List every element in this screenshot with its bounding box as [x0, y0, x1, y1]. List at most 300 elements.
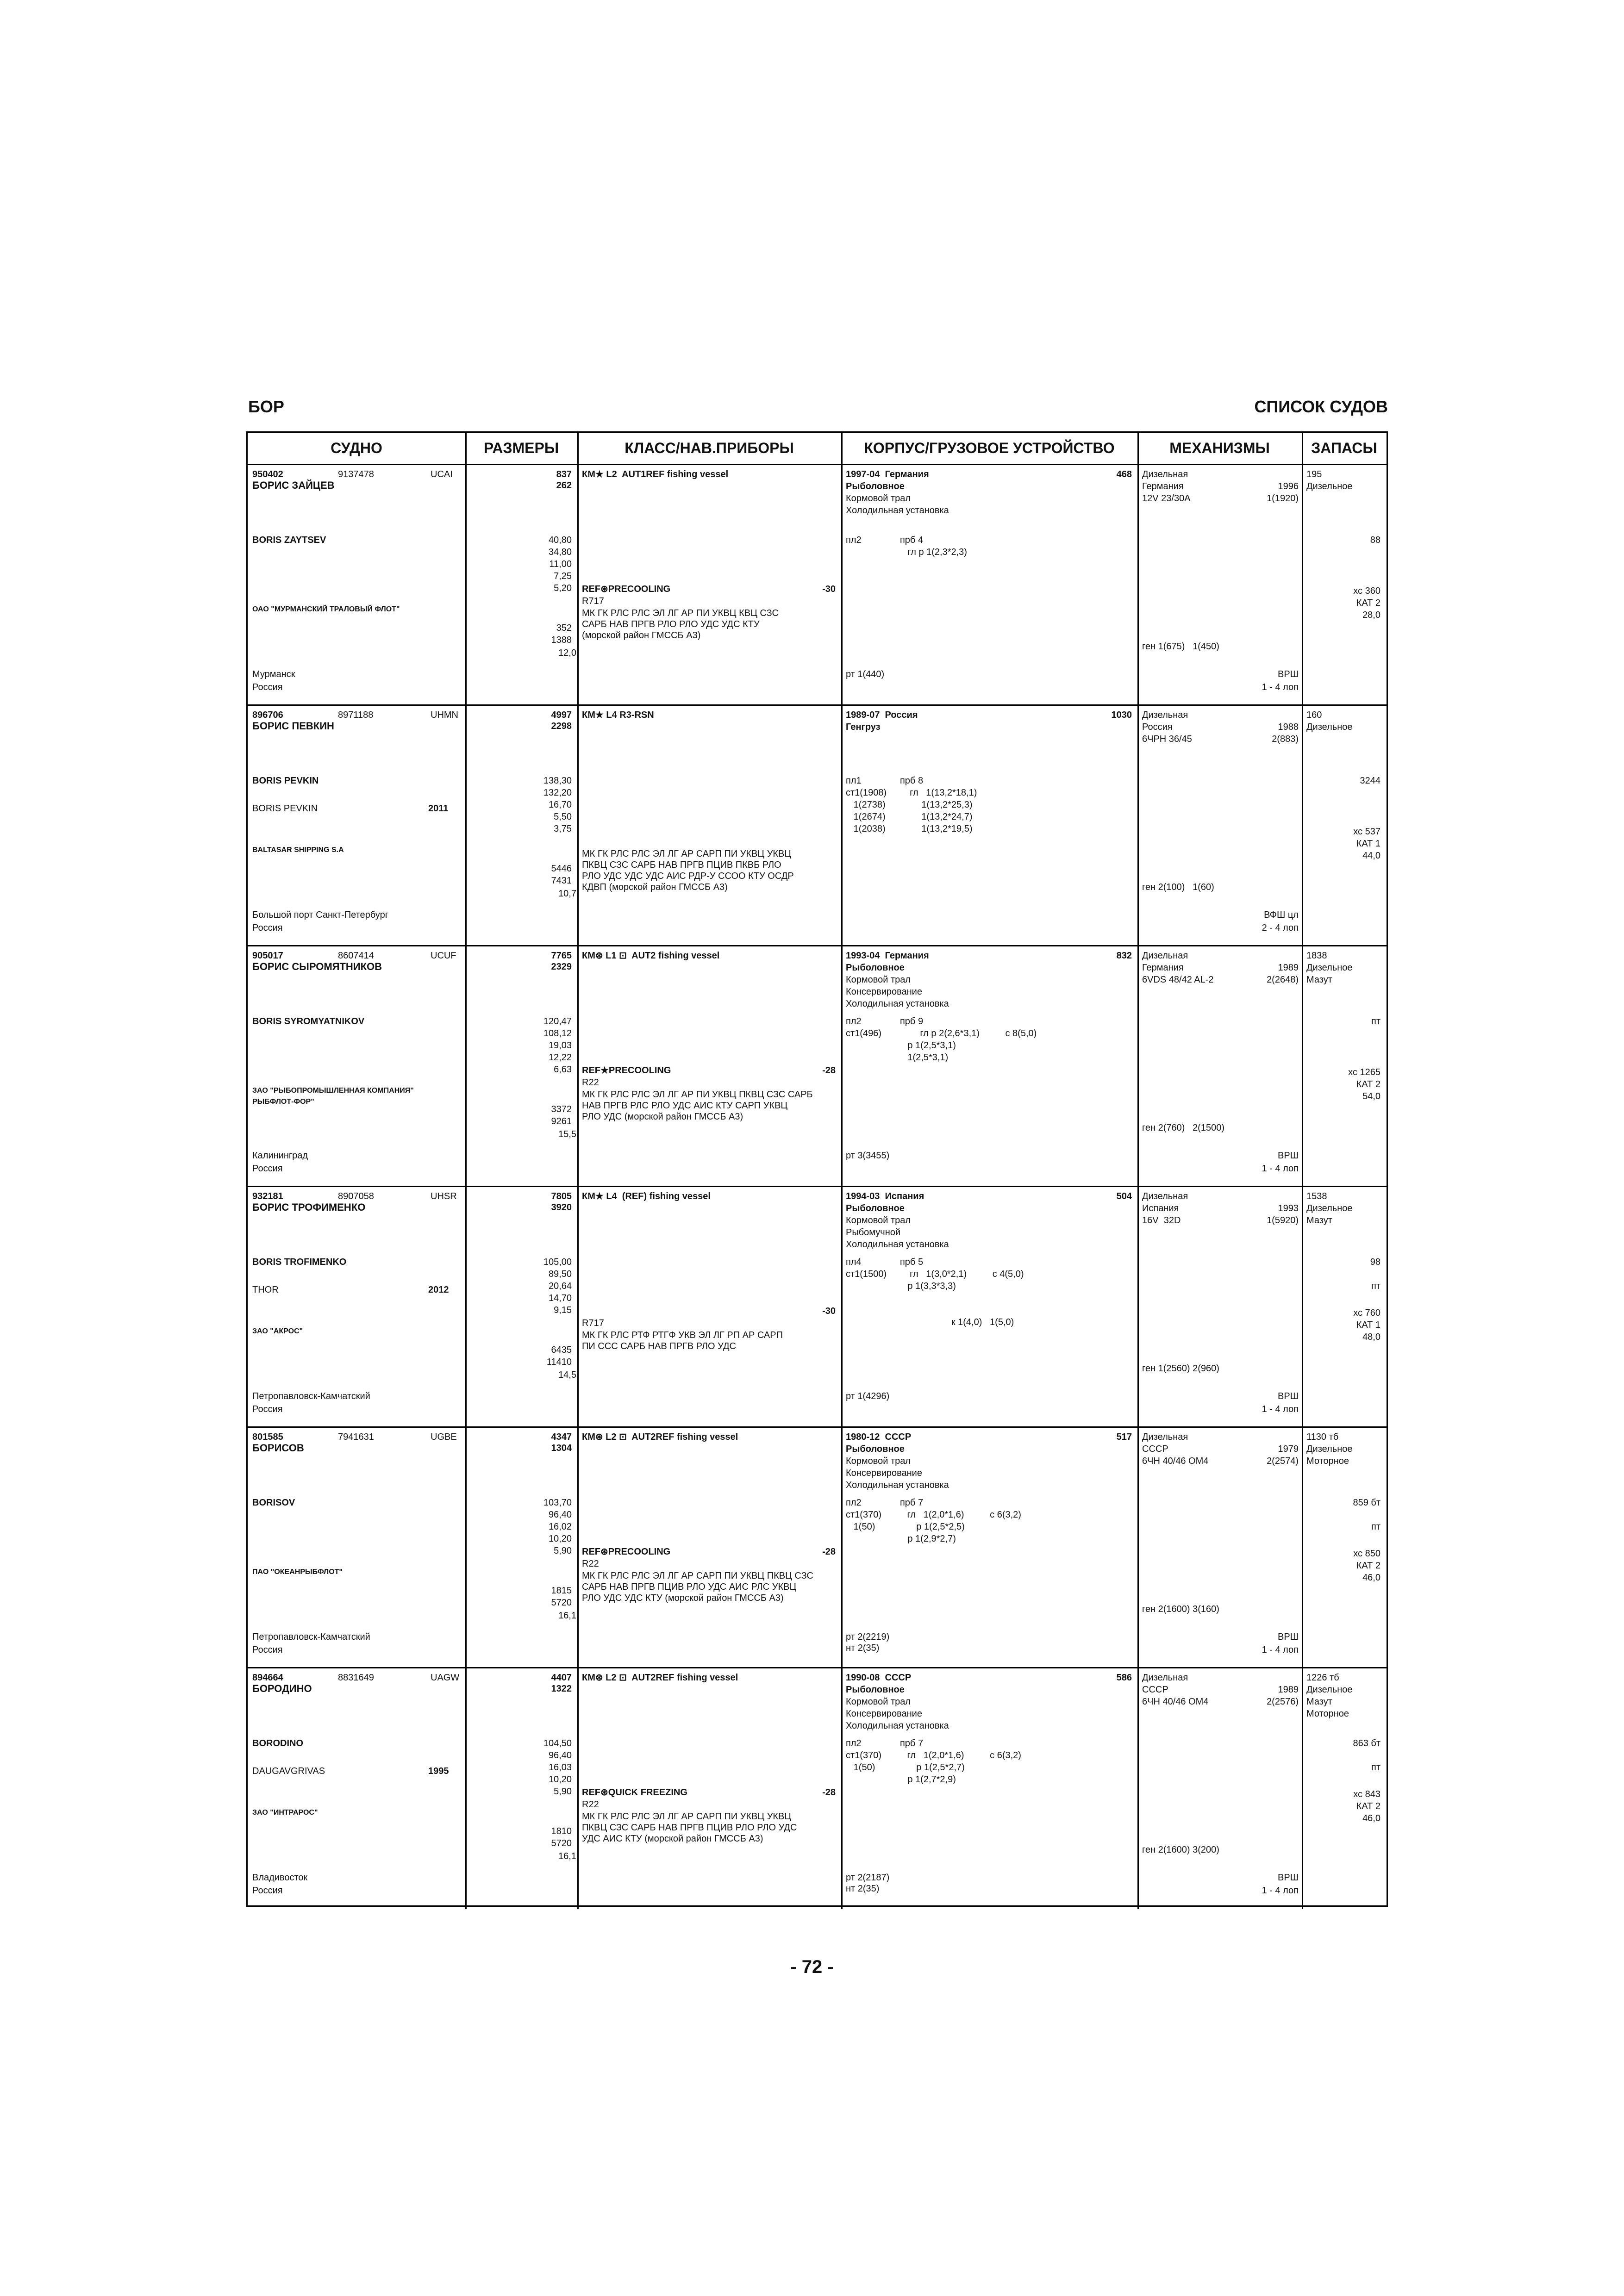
vessel-record — [248, 1187, 1387, 1428]
vessel-record — [248, 465, 1387, 706]
generator: ген 2(1600) 3(160) — [1142, 1604, 1219, 1614]
vessel-port: Мурманск — [252, 669, 295, 679]
column-header-class: КЛАСС/НАВ.ПРИБОРЫ — [577, 433, 841, 465]
build-info: 1989-07 Россия — [846, 710, 918, 720]
vessel-type-line: Рыболовное — [846, 1203, 905, 1213]
dimension-value: 120,47 — [543, 1016, 572, 1027]
stores-line: 1130 тб — [1306, 1432, 1339, 1442]
cargo-hold-line: ст1(1500) гл 1(3,0*2,1) с 4(5,0) — [846, 1269, 1024, 1279]
build-number: 586 — [1116, 1673, 1132, 1683]
speed-value: 12,0 — [558, 648, 576, 658]
dimension-value: 5,20 — [554, 583, 572, 593]
engine-type: Дизельная — [1142, 1191, 1188, 1201]
vessel-country: Россия — [252, 682, 283, 692]
vessel-imo: 8907058 — [338, 1191, 374, 1201]
cargo-hold-line: пл2 прб 7 — [846, 1738, 924, 1748]
refrigeration-temp: -28 — [822, 1547, 836, 1557]
cargo-hold-line: ст1(370) гл 1(2,0*1,6) с 6(3,2) — [846, 1510, 1021, 1520]
vessel-name-ru: БОРИС ТРОФИМЕНКО — [252, 1201, 366, 1213]
cargo-hold-line: пл2 прб 4 — [846, 535, 924, 545]
column-header-hull: КОРПУС/ГРУЗОВОЕ УСТРОЙСТВО — [841, 433, 1137, 465]
build-info: 1980-12 СССР — [846, 1432, 912, 1442]
dimension-value: 105,00 — [543, 1257, 572, 1267]
engine-model: 6ЧН 40/46 ОМ4 — [1142, 1456, 1209, 1466]
vessel-name-en: BORIS ZAYTSEV — [252, 535, 326, 545]
dimension-value: 20,64 — [548, 1281, 572, 1291]
refrigerant: R22 — [582, 1799, 599, 1810]
dimension-value: 96,40 — [548, 1750, 572, 1761]
dimension-value: 132,20 — [543, 788, 572, 798]
build-number: 504 — [1116, 1191, 1132, 1201]
vessel-owner: ЗАО "РЫБОПРОМЫШЛЕННАЯ КОМПАНИЯ" РЫБФЛОТ-ФОР" — [252, 1087, 414, 1106]
stores-mid-line: пт — [1371, 1762, 1380, 1773]
vessel-type-line: Холодильная установка — [846, 1721, 949, 1731]
engine-power: 2(2648) — [1267, 975, 1299, 985]
navigation-equipment: МК ГК РЛС РТФ РТГФ УКВ ЭЛ ЛГ РП АР САРП ПИ ССС САРБ НАВ ПРГВ РЛО УДС — [582, 1330, 783, 1351]
cargo-hold-line: 1(2674) 1(13,2*24,7) — [846, 812, 973, 822]
gross-tonnage: 7765 — [551, 951, 572, 961]
refrigerant: R717 — [582, 1318, 604, 1328]
refrigeration-temp: -28 — [822, 1787, 836, 1798]
deadweight-value: 352 — [556, 623, 572, 633]
vessel-imo: 8971188 — [338, 710, 374, 720]
vessel-type-line: Рыболовное — [846, 1444, 905, 1454]
speed-value: 15,5 — [558, 1129, 576, 1139]
build-info: 1990-08 СССР — [846, 1673, 912, 1683]
refrigerant: R22 — [582, 1077, 599, 1088]
build-info: 1994-03 Испания — [846, 1191, 924, 1201]
deadweight-value: 1810 — [551, 1826, 572, 1836]
vessel-id: 905017 — [252, 951, 283, 961]
build-info: 1993-04 Германия — [846, 951, 929, 961]
net-tonnage: 1304 — [551, 1443, 572, 1453]
vessel-port: Петропавловск-Камчатский — [252, 1391, 370, 1401]
generator: ген 1(2560) 2(960) — [1142, 1363, 1219, 1374]
refrigeration-temp: -30 — [822, 584, 836, 594]
class-notation: КМ⊛ L2 ⊡ AUT2REF fishing vessel — [582, 1432, 738, 1442]
vessel-type-line: Кормовой трал — [846, 975, 911, 985]
dimension-value: 3,75 — [554, 824, 572, 834]
engine-model: 6ЧРН 36/45 — [1142, 734, 1192, 744]
vessel-type-line: Холодильная установка — [846, 1239, 949, 1250]
build-number: 468 — [1116, 469, 1132, 479]
engine-year: 1988 — [1278, 722, 1299, 732]
cargo-hold-line: р 1(3,3*3,3) — [846, 1281, 956, 1291]
engine-year: 1979 — [1278, 1444, 1299, 1454]
speed-value: 10,7 — [558, 889, 576, 899]
stores-line: Моторное — [1306, 1456, 1349, 1466]
ship-list-table — [246, 431, 1388, 1907]
propeller-blades: 1 - 4 лоп — [1262, 682, 1299, 692]
stores-mid-line: пт — [1371, 1016, 1380, 1027]
gross-tonnage: 7805 — [551, 1191, 572, 1201]
vessel-type-line: Консервирование — [846, 1468, 922, 1478]
vessel-port: Владивосток — [252, 1873, 308, 1883]
dimension-value: 138,30 — [543, 776, 572, 786]
dimension-value: 16,70 — [548, 800, 572, 810]
dimension-value: 14,70 — [548, 1293, 572, 1303]
stores-cold-line: хс 1265 — [1348, 1067, 1380, 1077]
dimension-value: 10,20 — [548, 1534, 572, 1544]
class-notation: КМ★ L2 AUT1REF fishing vessel — [582, 469, 729, 479]
generator: ген 2(1600) 3(200) — [1142, 1845, 1219, 1855]
dimension-value: 12,22 — [548, 1052, 572, 1063]
vessel-callsign: UHSR — [431, 1191, 457, 1201]
dimension-value: 104,50 — [543, 1738, 572, 1748]
page-header-left: БОР — [248, 397, 284, 416]
stores-line: Дизельное — [1306, 1685, 1353, 1695]
column-header-dimensions: РАЗМЕРЫ — [465, 433, 577, 465]
stores-cold-line: КАТ 2 — [1356, 1079, 1380, 1089]
dimension-value: 96,40 — [548, 1510, 572, 1520]
speed-value: 16,1 — [558, 1611, 576, 1621]
deadweight-value: 1815 — [551, 1586, 572, 1596]
propeller-blades: 1 - 4 лоп — [1262, 1404, 1299, 1414]
dimension-value: 5,50 — [554, 812, 572, 822]
vessel-imo: 7941631 — [338, 1432, 374, 1442]
stores-cold-line: 46,0 — [1362, 1573, 1380, 1583]
vessel-type-line: Холодильная установка — [846, 1480, 949, 1490]
vessel-record — [248, 706, 1387, 946]
dimension-value: 103,70 — [543, 1498, 572, 1508]
dimension-value: 89,50 — [548, 1269, 572, 1279]
refrigeration-class: REF⊛QUICK FREEZING — [582, 1787, 687, 1798]
stores-line: Дизельное — [1306, 1203, 1353, 1213]
engine-type: Дизельная — [1142, 469, 1188, 479]
vessel-previous-year: 2012 — [428, 1285, 449, 1295]
stores-cold-line: хс 850 — [1353, 1549, 1380, 1559]
vessel-type-line: Консервирование — [846, 987, 922, 997]
stores-cold-line: хс 537 — [1353, 827, 1380, 837]
vessel-name-en: BORISOV — [252, 1498, 295, 1508]
net-tonnage: 1322 — [551, 1684, 572, 1694]
page-number: - 72 - — [790, 1957, 834, 1977]
vessel-previous-name: DAUGAVGRIVAS — [252, 1766, 325, 1776]
deadweight-value: 5446 — [551, 864, 572, 874]
propeller-blades: 1 - 4 лоп — [1262, 1164, 1299, 1174]
stores-line: 160 — [1306, 710, 1322, 720]
hull-extra: рт 2(2187) нт 2(35) — [846, 1873, 890, 1894]
engine-model: 6ЧН 40/46 ОМ4 — [1142, 1697, 1209, 1707]
cargo-hold-line: пл1 прб 8 — [846, 776, 924, 786]
hull-extra: рт 2(2219) нт 2(35) — [846, 1632, 890, 1653]
dimension-value: 11,00 — [549, 559, 572, 569]
vessel-name-en: BORIS SYROMYATNIKOV — [252, 1016, 365, 1027]
class-notation: КМ⊛ L2 ⊡ AUT2REF fishing vessel — [582, 1673, 738, 1683]
stores-line: 195 — [1306, 469, 1322, 479]
cargo-hold-line: 1(2038) 1(13,2*19,5) — [846, 824, 973, 834]
deadweight-value: 6435 — [551, 1345, 572, 1355]
vessel-callsign: UHMN — [431, 710, 458, 720]
propeller: ВРШ — [1277, 669, 1299, 679]
vessel-port: Большой порт Санкт-Петербург — [252, 910, 389, 920]
vessel-type-line: Кормовой трал — [846, 1215, 911, 1226]
vessel-type-line: Генгруз — [846, 722, 881, 732]
propeller: ВРШ — [1277, 1151, 1299, 1161]
stores-cold-line: КАТ 1 — [1356, 1320, 1380, 1330]
stores-cold-line: КАТ 1 — [1356, 839, 1380, 849]
column-header-stores: ЗАПАСЫ — [1302, 433, 1387, 465]
stores-mid-line: 88 — [1370, 535, 1380, 545]
build-number: 1030 — [1111, 710, 1132, 720]
vessel-previous-year: 1995 — [428, 1766, 449, 1776]
stores-line: Моторное — [1306, 1709, 1349, 1719]
page-header-right: СПИСОК СУДОВ — [1254, 397, 1388, 416]
cargo-hold-line: ст1(1908) гл 1(13,2*18,1) — [846, 788, 977, 798]
deadweight-value: 5720 — [551, 1838, 572, 1848]
gross-tonnage: 4347 — [551, 1432, 572, 1442]
vessel-country: Россия — [252, 1645, 283, 1655]
class-notation: КМ⊛ L1 ⊡ AUT2 fishing vessel — [582, 951, 720, 961]
engine-model: 12V 23/30A — [1142, 493, 1191, 504]
vessel-name-en: BORIS PEVKIN — [252, 776, 319, 786]
vessel-type-line: Рыболовное — [846, 963, 905, 973]
engine-type: Дизельная — [1142, 951, 1188, 961]
propeller: ВФШ цл — [1264, 910, 1299, 920]
propeller: ВРШ — [1277, 1391, 1299, 1401]
stores-cold-line: хс 760 — [1353, 1308, 1380, 1318]
class-notation: КМ★ L4 (REF) fishing vessel — [582, 1191, 711, 1201]
propeller-blades: 2 - 4 лоп — [1262, 923, 1299, 933]
stores-cold-line: КАТ 2 — [1356, 598, 1380, 608]
vessel-name-en: BORODINO — [252, 1738, 303, 1748]
engine-type: Дизельная — [1142, 1432, 1188, 1442]
speed-value: 14,5 — [558, 1370, 576, 1380]
cargo-hold-line: р 1(2,5*3,1) — [846, 1040, 956, 1051]
dimension-value: 34,80 — [548, 547, 572, 557]
cargo-hold-line: 1(2738) 1(13,2*25,3) — [846, 800, 973, 810]
engine-model: 16V 32D — [1142, 1215, 1181, 1226]
cargo-hold-line: ст1(496) гл р 2(2,6*3,1) с 8(5,0) — [846, 1028, 1037, 1039]
generator: ген 2(100) 1(60) — [1142, 882, 1214, 892]
stores-line: Мазут — [1306, 1697, 1332, 1707]
engine-country: Германия — [1142, 963, 1184, 973]
stores-mid-line: 863 бт — [1353, 1738, 1380, 1748]
deadweight-value: 1388 — [551, 635, 572, 645]
stores-cold-line: 54,0 — [1362, 1091, 1380, 1101]
vessel-id: 801585 — [252, 1432, 283, 1442]
engine-year: 1989 — [1278, 1685, 1299, 1695]
vessel-name-ru: БОРИС ПЕВКИН — [252, 720, 334, 732]
stores-mid-line: пт — [1371, 1281, 1380, 1291]
engine-power: 1(5920) — [1267, 1215, 1299, 1226]
vessel-country: Россия — [252, 1885, 283, 1896]
gross-tonnage: 837 — [556, 469, 572, 479]
hull-extra: рт 3(3455) — [846, 1151, 890, 1161]
stores-line: 1226 тб — [1306, 1673, 1339, 1683]
navigation-equipment: МК ГК РЛС РЛС ЭЛ ЛГ АР САРП ПИ УКВЦ ПКВЦ СЗС САРБ НАВ ПРГВ ПЦИВ РЛО УДС АИС РЛС УКВЦ РЛО УДС УДС КТУ (морской район ГМССБ А3) — [582, 1571, 813, 1603]
vessel-name-en: BORIS TROFIMENKO — [252, 1257, 347, 1267]
cargo-hold-line: 1(50) р 1(2,5*2,7) — [846, 1762, 965, 1773]
hull-extra: рт 1(4296) — [846, 1391, 890, 1401]
vessel-previous-year: 2011 — [428, 803, 449, 814]
engine-type: Дизельная — [1142, 1673, 1188, 1683]
engine-country: Германия — [1142, 481, 1184, 492]
stores-mid-line: 859 бт — [1353, 1498, 1380, 1508]
column-header-machinery: МЕХАНИЗМЫ — [1137, 433, 1302, 465]
dimension-value: 108,12 — [543, 1028, 572, 1039]
stores-cold-line: хс 843 — [1353, 1789, 1380, 1799]
stores-line: Дизельное — [1306, 722, 1353, 732]
vessel-imo: 8831649 — [338, 1673, 374, 1683]
vessel-country: Россия — [252, 923, 283, 933]
dimension-value: 5,90 — [554, 1786, 572, 1797]
navigation-equipment: МК ГК РЛС РЛС ЭЛ ЛГ АР ПИ УКВЦ КВЦ СЗС САРБ НАВ ПРГВ РЛО РЛО УДС УДС КТУ (морской район ГМССБ А3) — [582, 608, 779, 641]
engine-country: Россия — [1142, 722, 1173, 732]
vessel-id: 950402 — [252, 469, 283, 479]
stores-cold-line: КАТ 2 — [1356, 1561, 1380, 1571]
cargo-hold-line: 1(50) р 1(2,5*2,5) — [846, 1522, 965, 1532]
vessel-name-ru: БОРИС СЫРОМЯТНИКОВ — [252, 961, 382, 972]
vessel-type-line: Кормовой трал — [846, 1456, 911, 1466]
vessel-callsign: UGBE — [431, 1432, 457, 1442]
stores-cold-line: 48,0 — [1362, 1332, 1380, 1342]
deadweight-value: 11410 — [546, 1357, 572, 1367]
build-number: 832 — [1116, 951, 1132, 961]
vessel-name-ru: БОРИС ЗАЙЦЕВ — [252, 479, 335, 491]
cargo-hold-line: ст1(370) гл 1(2,0*1,6) с 6(3,2) — [846, 1750, 1021, 1761]
vessel-record — [248, 946, 1387, 1187]
stores-mid-line: 98 — [1370, 1257, 1380, 1267]
vessel-owner: ПАО "ОКЕАНРЫБФЛОТ" — [252, 1568, 343, 1576]
vessel-type-line: Холодильная установка — [846, 505, 949, 516]
engine-power: 2(2576) — [1267, 1697, 1299, 1707]
vessel-country: Россия — [252, 1404, 283, 1414]
engine-power: 2(883) — [1272, 734, 1299, 744]
stores-line: Дизельное — [1306, 1444, 1353, 1454]
class-notation: КМ★ L4 R3-RSN — [582, 710, 654, 720]
vessel-owner: ЗАО "ИНТРАРОС" — [252, 1809, 318, 1817]
hull-extra: рт 1(440) — [846, 669, 885, 679]
build-info: 1997-04 Германия — [846, 469, 929, 479]
vessel-type-line: Рыболовное — [846, 481, 905, 492]
engine-power: 1(1920) — [1267, 493, 1299, 504]
engine-year: 1993 — [1278, 1203, 1299, 1213]
stores-line: Мазут — [1306, 975, 1332, 985]
dimension-value: 5,90 — [554, 1546, 572, 1556]
engine-year: 1989 — [1278, 963, 1299, 973]
dimension-value: 19,03 — [548, 1040, 572, 1051]
stores-line: Дизельное — [1306, 963, 1353, 973]
dimension-value: 6,63 — [554, 1064, 572, 1075]
cargo-hold-line: гл р 1(2,3*2,3) — [846, 547, 967, 557]
propeller-blades: 1 - 4 лоп — [1262, 1885, 1299, 1896]
refrigeration-class: REF⊛PRECOOLING — [582, 584, 671, 594]
engine-country: Испания — [1142, 1203, 1179, 1213]
engine-country: СССР — [1142, 1444, 1168, 1454]
vessel-id: 896706 — [252, 710, 283, 720]
stores-cold-line: хс 360 — [1353, 586, 1380, 596]
vessel-callsign: UCUF — [431, 951, 456, 961]
navigation-equipment: МК ГК РЛС РЛС ЭЛ ЛГ АР САРП ПИ УКВЦ УКВЦ ПКВЦ СЗС САРБ НАВ ПРГВ ПЦИВ РЛО РЛО УДС УДС АИС КТУ (морской район ГМССБ А3) — [582, 1811, 797, 1844]
engine-year: 1996 — [1278, 481, 1299, 492]
vessel-type-line: Консервирование — [846, 1709, 922, 1719]
navigation-equipment: МК ГК РЛС РЛС ЭЛ ЛГ АР ПИ УКВЦ ПКВЦ СЗС САРБ НАВ ПРГВ РЛС РЛО УДС АИС КТУ САРП УКВЦ РЛО УДС (морской район ГМССБ А3) — [582, 1089, 813, 1122]
propeller: ВРШ — [1277, 1873, 1299, 1883]
net-tonnage: 262 — [556, 480, 572, 491]
navigation-equipment: МК ГК РЛС РЛС ЭЛ ЛГ АР САРП ПИ УКВЦ УКВЦ ПКВЦ СЗС САРБ НАВ ПРГВ ПЦИВ ПКВБ РЛО РЛО УДС УДС УДС АИС РДР-У ССОО КТУ ОСДР КДВП (морской район ГМССБ А3) — [582, 849, 794, 892]
vessel-id: 932181 — [252, 1191, 283, 1201]
speed-value: 16,1 — [558, 1851, 576, 1861]
vessel-owner: BALTASAR SHIPPING S.A — [252, 846, 344, 854]
stores-mid-line: 3244 — [1360, 776, 1380, 786]
refrigerant: R22 — [582, 1559, 599, 1569]
deadweight-value: 3372 — [551, 1104, 572, 1114]
vessel-type-line: Рыболовное — [846, 1685, 905, 1695]
propeller-blades: 1 - 4 лоп — [1262, 1645, 1299, 1655]
propeller: ВРШ — [1277, 1632, 1299, 1642]
vessel-owner: ЗАО "АКРОС" — [252, 1327, 303, 1335]
stores-cold-line: 28,0 — [1362, 610, 1380, 620]
vessel-callsign: UCAI — [431, 469, 453, 479]
stores-cold-line: 46,0 — [1362, 1813, 1380, 1823]
vessel-record — [248, 1428, 1387, 1668]
cargo-hold-line: пл2 прб 7 — [846, 1498, 924, 1508]
engine-power: 2(2574) — [1267, 1456, 1299, 1466]
stores-line: 1538 — [1306, 1191, 1327, 1201]
stores-line: Мазут — [1306, 1215, 1332, 1226]
stores-cold-line: 44,0 — [1362, 851, 1380, 861]
stores-line: 1838 — [1306, 951, 1327, 961]
engine-type: Дизельная — [1142, 710, 1188, 720]
vessel-country: Россия — [252, 1164, 283, 1174]
vessel-imo: 9137478 — [338, 469, 374, 479]
cargo-hold-line: р 1(2,9*2,7) — [846, 1534, 956, 1544]
vessel-port: Петропавловск-Камчатский — [252, 1632, 370, 1642]
vessel-type-line: Холодильная установка — [846, 999, 949, 1009]
generator: ген 1(675) 1(450) — [1142, 641, 1219, 652]
engine-model: 6VDS 48/42 AL-2 — [1142, 975, 1214, 985]
vessel-type-line: Кормовой трал — [846, 493, 911, 504]
vessel-record — [248, 1668, 1387, 1909]
deadweight-value: 9261 — [551, 1116, 572, 1126]
dimension-value: 16,02 — [548, 1522, 572, 1532]
deadweight-value: 5720 — [551, 1598, 572, 1608]
generator: ген 2(760) 2(1500) — [1142, 1123, 1224, 1133]
cargo-hold-line: пл4 прб 5 — [846, 1257, 924, 1267]
vessel-name-ru: БОРОДИНО — [252, 1683, 312, 1694]
vessel-imo: 8607414 — [338, 951, 374, 961]
stores-cold-line: КАТ 2 — [1356, 1801, 1380, 1811]
net-tonnage: 3920 — [551, 1202, 572, 1213]
cargo-hold-line: к 1(4,0) 1(5,0) — [846, 1317, 1014, 1327]
vessel-previous-name: THOR — [252, 1285, 279, 1295]
refrigeration-class: REF⊛PRECOOLING — [582, 1547, 671, 1557]
cargo-hold-line: р 1(2,7*2,9) — [846, 1774, 956, 1785]
dimension-value: 40,80 — [548, 535, 572, 545]
net-tonnage: 2298 — [551, 721, 572, 731]
refrigeration-temp: -28 — [822, 1065, 836, 1076]
vessel-previous-name: BORIS PEVKIN — [252, 803, 318, 814]
vessel-type-line: Кормовой трал — [846, 1697, 911, 1707]
stores-line: Дизельное — [1306, 481, 1353, 492]
build-number: 517 — [1116, 1432, 1132, 1442]
net-tonnage: 2329 — [551, 962, 572, 972]
cargo-hold-line: 1(2,5*3,1) — [846, 1052, 949, 1063]
column-header-vessel: СУДНО — [248, 433, 465, 465]
vessel-id: 894664 — [252, 1673, 283, 1683]
dimension-value: 9,15 — [554, 1305, 572, 1315]
vessel-port: Калининград — [252, 1151, 308, 1161]
deadweight-value: 7431 — [551, 876, 572, 886]
engine-country: СССР — [1142, 1685, 1168, 1695]
refrigeration-class: REF★PRECOOLING — [582, 1065, 671, 1076]
dimension-value: 16,03 — [548, 1762, 572, 1773]
cargo-hold-line: пл2 прб 9 — [846, 1016, 924, 1027]
gross-tonnage: 4997 — [551, 710, 572, 720]
vessel-name-ru: БОРИСОВ — [252, 1442, 304, 1454]
stores-mid-line: пт — [1371, 1522, 1380, 1532]
